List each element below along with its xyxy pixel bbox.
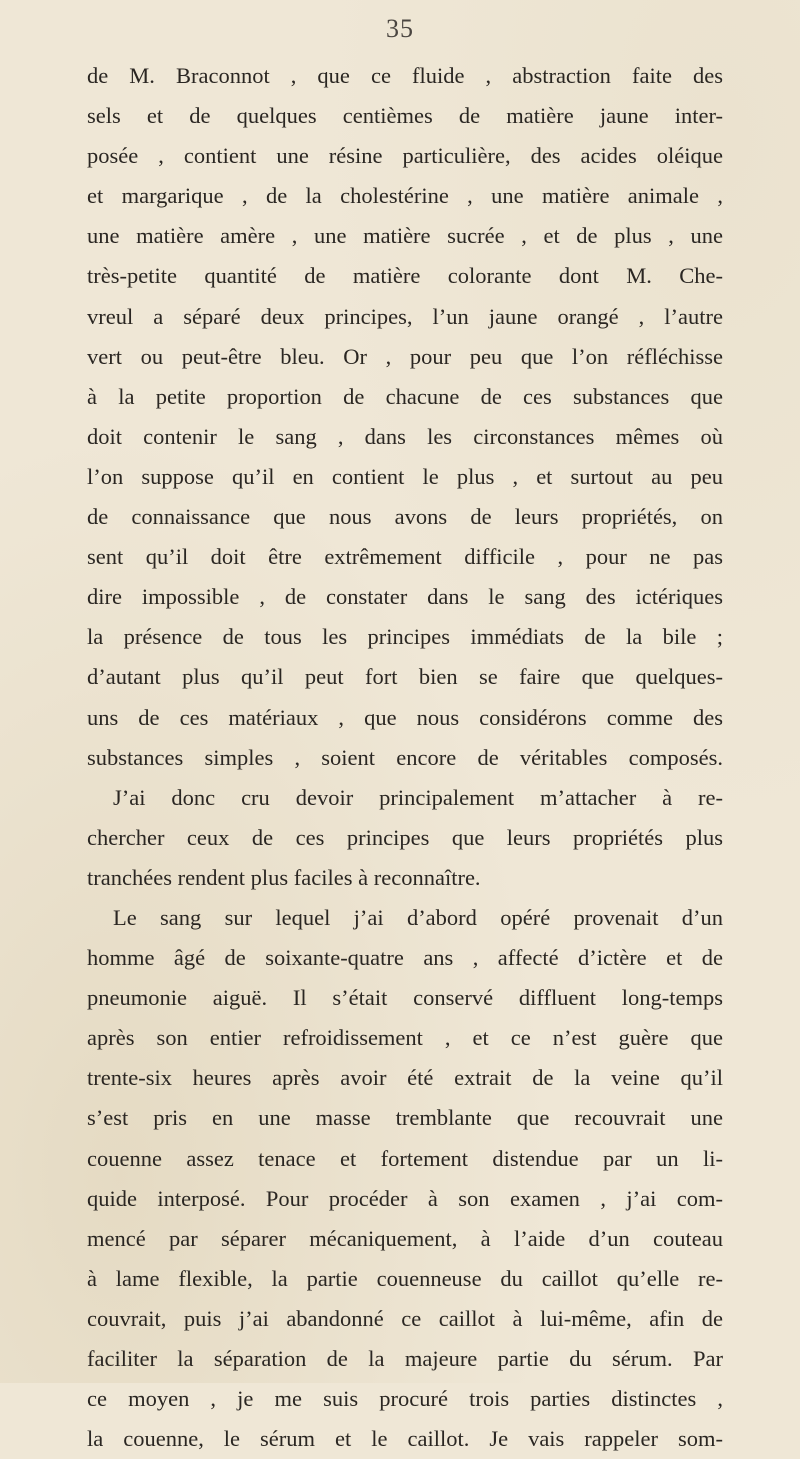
- text-line: après son entier refroidissement , et ce n’est guère que: [87, 1025, 723, 1051]
- text-line: couenne assez tenace et fortement distendue par un li-: [87, 1145, 723, 1171]
- text-line: dire impossible , de constater dans le sang des ictériques: [87, 584, 723, 610]
- page-number: 35: [386, 14, 414, 43]
- text-line: et margarique , de la cholestérine , une matière animale ,: [87, 183, 723, 209]
- text-line: l’on suppose qu’il en contient le plus , et surtout au peu: [87, 463, 723, 489]
- text-line: à la petite proportion de chacune de ces substances que: [87, 383, 723, 409]
- text-line: à lame flexible, la partie couenneuse du caillot qu’elle re-: [87, 1265, 723, 1291]
- text-line: sels et de quelques centièmes de matière jaune inter-: [87, 103, 723, 129]
- text-line: posée , contient une résine particulière, des acides oléique: [87, 143, 723, 169]
- text-line: d’autant plus qu’il peut fort bien se faire que quelques-: [87, 664, 723, 690]
- text-line: mencé par séparer mécaniquement, à l’aide d’un couteau: [87, 1225, 723, 1251]
- text-line: de M. Braconnot , que ce fluide , abstraction faite des: [87, 63, 723, 88]
- text-line: ce moyen , je me suis procuré trois parties distinctes ,: [87, 1386, 723, 1412]
- text-line: faciliter la séparation de la majeure partie du sérum. Par: [87, 1346, 723, 1371]
- text-line: trente-six heures après avoir été extrait de la veine qu’il: [87, 1065, 723, 1091]
- text-line: uns de ces matériaux , que nous considérons comme des: [87, 704, 723, 730]
- text-line: quide interposé. Pour procéder à son examen , j’ai com-: [87, 1185, 723, 1211]
- text-line: s’est pris en une masse tremblante que recouvrait une: [87, 1105, 723, 1131]
- text-line: très-petite quantité de matière colorante dont M. Che-: [87, 263, 723, 289]
- body-text: [87, 56, 723, 1459]
- text-line: J’ai donc cru devoir principalement m’attacher à re-: [113, 784, 723, 810]
- text-line: pneumonie aiguë. Il s’était conservé diffluent long-temps: [87, 985, 723, 1011]
- text-line: Le sang sur lequel j’ai d’abord opéré provenait d’un: [113, 904, 723, 930]
- text-line: vert ou peut-être bleu. Or , pour peu que l’on réfléchisse: [87, 343, 723, 369]
- text-line: de connaissance que nous avons de leurs propriétés, on: [87, 504, 723, 530]
- text-line: la présence de tous les principes immédiats de la bile ;: [87, 624, 723, 650]
- text-line: doit contenir le sang , dans les circonstances mêmes où: [87, 423, 723, 449]
- text-line: substances simples , soient encore de véritables composés.: [87, 744, 723, 770]
- text-line: chercher ceux de ces principes que leurs propriétés plus: [87, 824, 723, 850]
- text-line: la couenne, le sérum et le caillot. Je vais rappeler som-: [87, 1426, 723, 1452]
- text-line: tranchées rendent plus faciles à reconnaître.: [87, 864, 481, 890]
- text-line: sent qu’il doit être extrêmement difficile , pour ne pas: [87, 544, 723, 570]
- text-line: une matière amère , une matière sucrée , et de plus , une: [87, 223, 723, 249]
- text-line: vreul a séparé deux principes, l’un jaune orangé , l’autre: [87, 303, 723, 329]
- text-line: couvrait, puis j’ai abandonné ce caillot à lui-même, afin de: [87, 1305, 723, 1331]
- text-line: homme âgé de soixante-quatre ans , affecté d’ictère et de: [87, 945, 723, 971]
